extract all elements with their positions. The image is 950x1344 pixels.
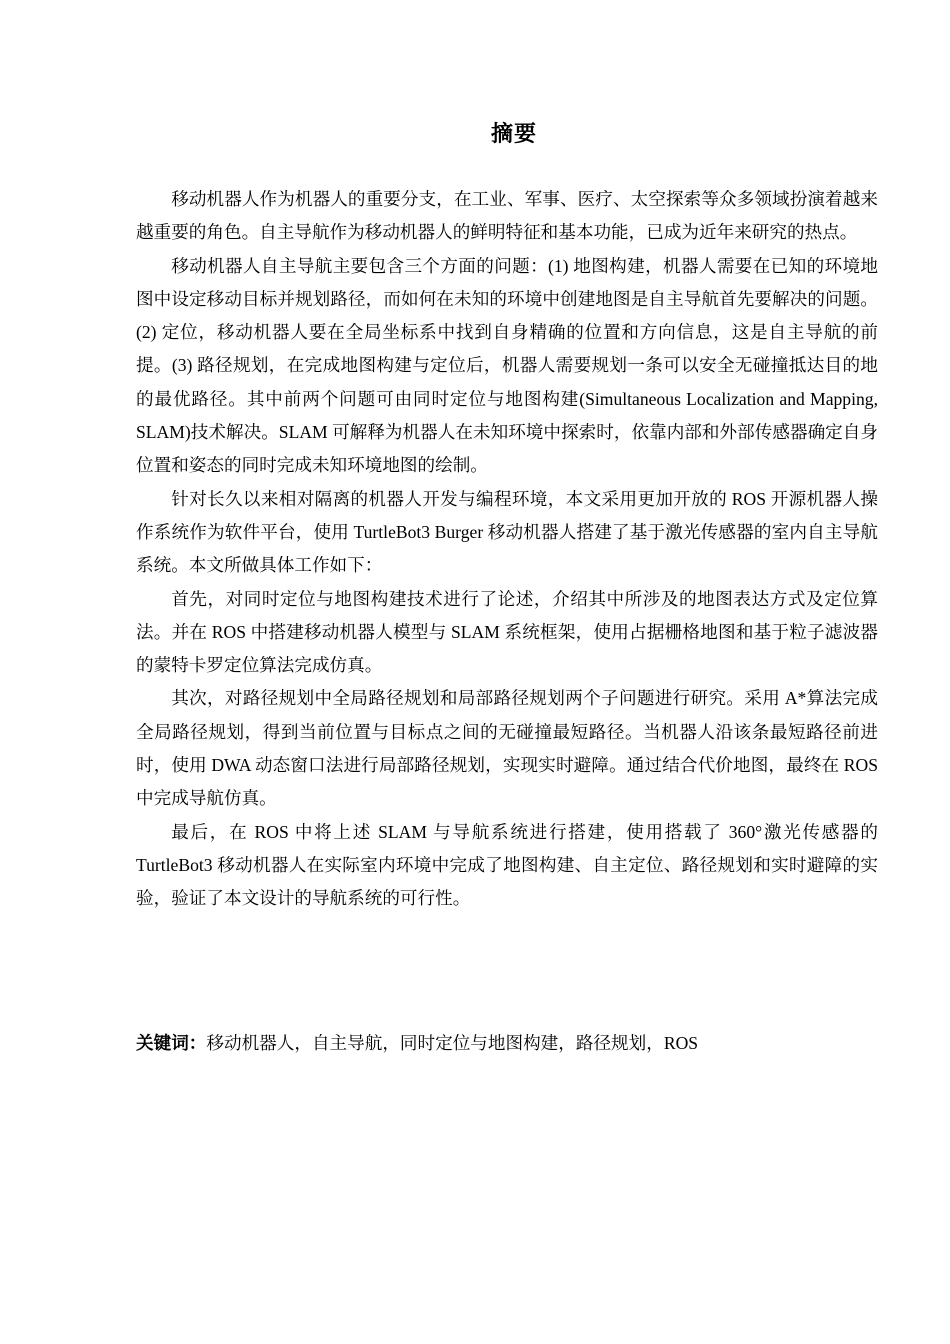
paragraph-last: 最后，在 ROS 中将上述 SLAM 与导航系统进行搭建，使用搭载了 360°激光传感器的 TurtleBot3 移动机器人在实际室内环境中完成了地图构建、自主定位、路径规划和实时避障的实验，验证了本文设计的导航系统的可行性。 xyxy=(136,821,878,909)
paragraph-second: 其次，对路径规划中全局路径规划和局部路径规划两个子问题进行研究。采用 A*算法完成全局路径规划，得到当前位置与目标点之间的无碰撞最短路径。当机器人沿该条最短路径前进时，使用 DWA 动态窗口法进行局部路径规划，实现实时避障。通过结合代价地图，最终在 ROS 中完成导航仿真。 xyxy=(136,688,878,809)
paragraph-platform: 针对长久以来相对隔离的机器人开发与编程环境，本文采用更加开放的 ROS 开源机器人操作系统作为软件平台，使用 TurtleBot3 Burger 移动机器人搭建了基于激光传感器的室内自主导航系统。本文所做具体工作如下： xyxy=(136,488,878,576)
keywords-text: 移动机器人，自主导航，同时定位与地图构建，路径规划，ROS xyxy=(206,1033,699,1053)
abstract-body xyxy=(136,183,878,916)
paragraph-intro: 移动机器人作为机器人的重要分支，在工业、军事、医疗、太空探索等众多领域扮演着越来越重要的角色。自主导航作为移动机器人的鲜明特征和基本功能，已成为近年来研究的热点。 xyxy=(136,189,878,243)
keywords-line xyxy=(136,1027,878,1060)
keywords-label: 关键词： xyxy=(136,1033,207,1053)
paragraph-first: 首先，对同时定位与地图构建技术进行了论述，介绍其中所涉及的地图表达方式及定位算法。并在 ROS 中搭建移动机器人模型与 SLAM 系统框架，使用占据栅格地图和基于粒子滤波器的蒙特卡罗定位算法完成仿真。 xyxy=(136,588,878,676)
paragraph-problems: 移动机器人自主导航主要包含三个方面的问题：(1) 地图构建，机器人需要在已知的环境地图中设定移动目标并规划路径，而如何在未知的环境中创建地图是自主导航首先要解决的问题。(2) 定位，移动机器人要在全局坐标系中找到自身精确的位置和方向信息，这是自主导航的前提。(3) 路径规划，在完成地图构建与定位后，机器人需要规划一条可以安全无碰撞抵达目的地的最优路径。其中前两个问题可由同时定位与地图构建(Simultaneous Localization and Mapping, SLAM)技术解决。SLAM 可解释为机器人在未知环境中探索时，依靠内部和外部传感器确定自身位置和姿态的同时完成未知环境地图的绘制。 xyxy=(136,255,878,476)
page-title: 摘要 xyxy=(490,121,537,146)
